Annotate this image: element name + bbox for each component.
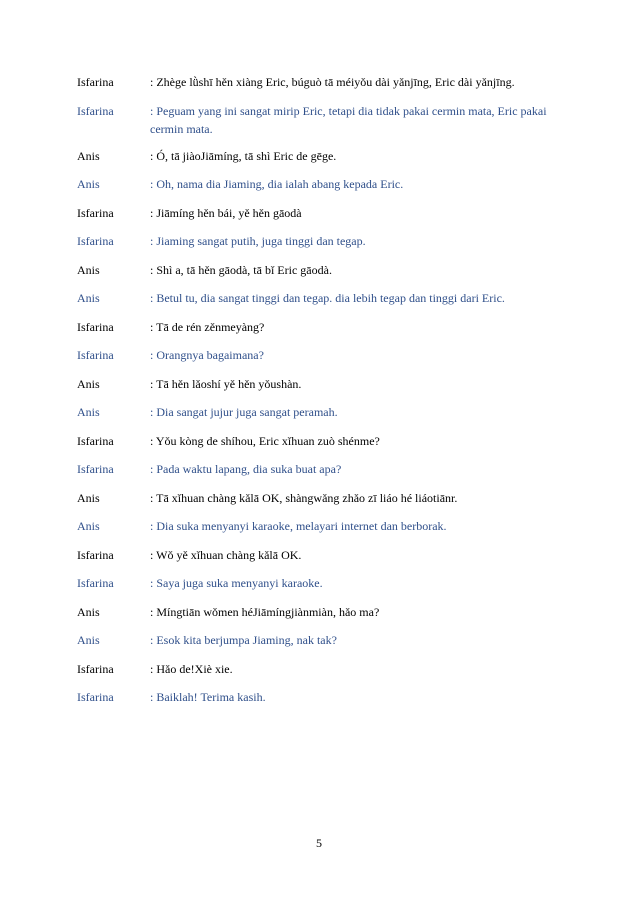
speaker-name: Anis [77,291,100,305]
dialogue-line [77,660,577,678]
dialogue-line [77,73,577,91]
dialogue-line [77,603,577,621]
line-text: : Zhège lǜshī hěn xiàng Eric, búguò tā méiyǒu dài yǎnjīng, Eric dài yǎnjīng. [150,75,515,89]
speaker-name: Isfarina [77,690,114,704]
speaker-name: Isfarina [77,661,114,676]
speaker-name: Isfarina [77,75,114,89]
dialogue-line [77,631,577,649]
speaker-name: Anis [77,633,100,647]
dialogue-line [77,232,577,250]
dialogue-line [77,460,577,478]
speaker-name: Anis [77,177,100,191]
line-text: : Wǒ yě xǐhuan chàng kǎlā OK. [150,547,302,562]
dialogue-line [77,375,577,393]
speaker-name: Isfarina [77,103,114,118]
speaker-name: Anis [77,376,100,391]
line-text: : Pada waktu lapang, dia suka buat apa? [150,462,342,476]
speaker-name: Anis [77,604,100,619]
line-text: : Betul tu, dia sangat tinggi dan tegap. dia lebih tegap dan tinggi dari Eric. [150,291,505,305]
line-text: : Míngtiān wǒmen héJiāmíngjiànmiàn, hǎo ma? [150,604,380,619]
line-text: : Dia suka menyanyi karaoke, melayari internet dan berborak. [150,519,447,533]
speaker-name: Isfarina [77,576,114,590]
line-text: : Saya juga suka menyanyi karaoke. [150,576,323,590]
speaker-name: Anis [77,262,100,277]
dialogue-line [77,432,577,450]
line-text: : Shì a, tā hěn gāodà, tā bǐ Eric gāodà. [150,262,332,277]
dialogue-line [77,318,577,336]
speaker-name: Anis [77,148,100,163]
dialogue-line [77,175,577,193]
line-text: : Yǒu kòng de shíhou, Eric xǐhuan zuò shénme? [150,433,380,448]
speaker-name: Anis [77,490,100,505]
speaker-name: Anis [77,519,100,533]
speaker-name: Isfarina [77,205,114,220]
dialogue-line [77,204,577,222]
line-text: : Esok kita berjumpa Jiaming, nak tak? [150,633,337,647]
speaker-name: Isfarina [77,547,114,562]
line-text: : Jiāmíng hěn bái, yě hěn gāodà [150,205,302,220]
speaker-name: Isfarina [77,319,114,334]
dialogue-line [77,574,577,592]
dialogue-line [77,261,577,279]
line-text: : Dia sangat jujur juga sangat peramah. [150,405,338,419]
line-text: : Oh, nama dia Jiaming, dia ialah abang kepada Eric. [150,177,404,191]
speaker-name: Isfarina [77,433,114,448]
dialogue-line [77,546,577,564]
dialogue-line [77,346,577,364]
line-text: : Baiklah! Terima kasih. [150,690,266,704]
line-text: : Orangnya bagaimana? [150,348,264,362]
line-text: : Tā de rén zěnmeyàng? [150,319,265,334]
speaker-name: Isfarina [77,348,114,362]
line-text: : Jiaming sangat putih, juga tinggi dan tegap. [150,234,366,248]
dialogue-line [77,403,577,421]
speaker-name: Isfarina [77,462,114,476]
page-number: 5 [316,836,322,850]
dialogue-list [77,73,577,717]
dialogue-line [77,688,577,706]
speaker-name: Isfarina [77,234,114,248]
line-text: : Peguam yang ini sangat mirip Eric, tetapi dia tidak pakai cermin mata, Eric pakai cermin mata. [150,103,547,136]
line-text: : Tā hěn lǎoshí yě hěn yǒushàn. [150,376,302,391]
line-text: : Ó, tā jiàoJiāmíng, tā shì Eric de gēge. [150,148,337,163]
dialogue-line [77,489,577,507]
dialogue-line [77,517,577,535]
dialogue-line [77,289,577,307]
speaker-name: Anis [77,405,100,419]
line-text: : Hǎo de!Xiè xie. [150,661,233,676]
line-text: : Tā xǐhuan chàng kǎlā OK, shàngwǎng zhǎo zī liáo hé liáotiānr. [150,490,458,505]
dialogue-line [77,147,577,165]
dialogue-line [77,102,577,138]
